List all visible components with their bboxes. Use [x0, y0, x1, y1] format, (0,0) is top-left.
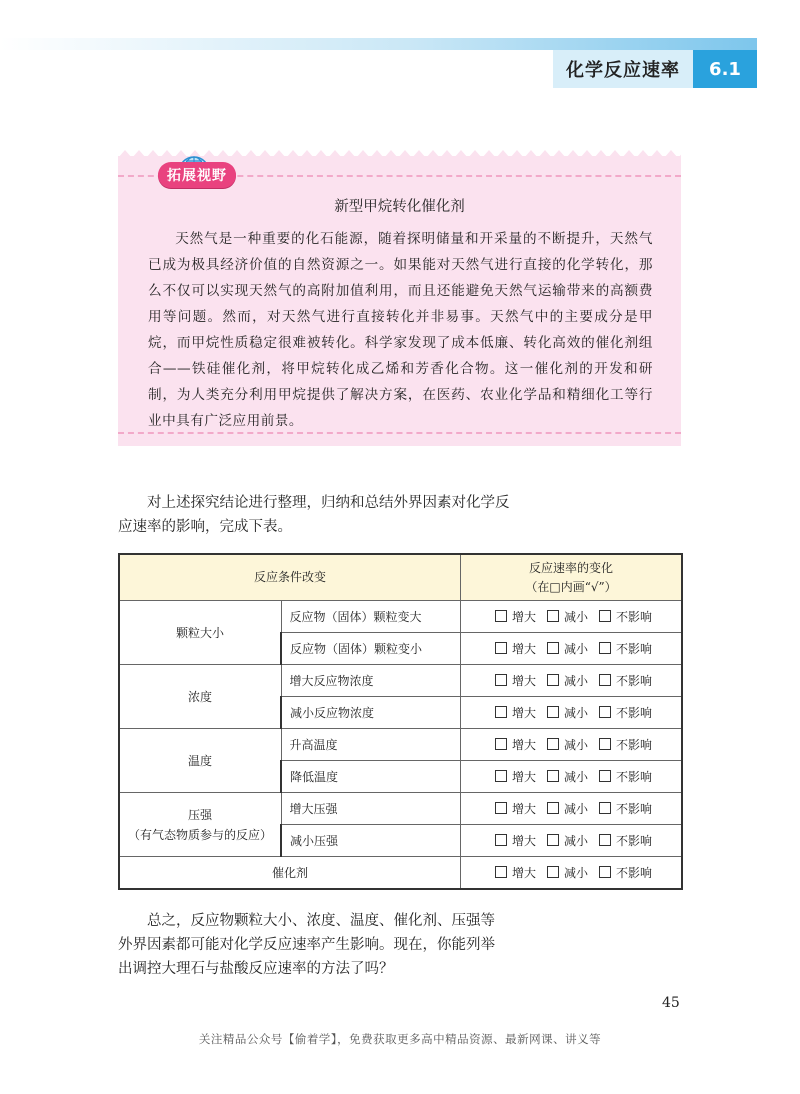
option-label: 增大 [512, 866, 537, 880]
checkbox-icon[interactable] [599, 706, 611, 718]
option-2[interactable] [599, 672, 652, 689]
option-2[interactable] [599, 608, 652, 625]
box-body-text: 天然气是一种重要的化石能源，随着探明储量和开采量的不断提升，天然气已成为极具经济价值的自然资源之一。如果能对天然气进行直接的化学转化，那么不仅可以实现天然气的高附加值利用，而且还能避免天然气运输带来的高额费用等问题。然而，对天然气进行直接转化并非易事。天然气中的主要成分是甲烷，而甲烷性质稳定很难被转化。科学家发现了成本低廉、转化高效的催化剂组合——铁硅催化剂，将甲烷转化成乙烯和芳香化合物。这一催化剂的开发和研制，为人类充分利用甲烷提供了解决方案，在医药、农业化学品和精细化工等行业中具有广泛应用前景。 [148, 231, 653, 429]
options-cell [461, 665, 683, 697]
checkbox-icon[interactable] [495, 738, 507, 750]
factor-name: 浓度 [187, 689, 212, 704]
dashed-divider-bottom [118, 432, 681, 434]
checkbox-icon[interactable] [599, 834, 611, 846]
option-label: 不影响 [616, 642, 653, 656]
checkbox-icon[interactable] [599, 642, 611, 654]
intro-paragraph: 对上述探究结论进行整理，归纳和总结外界因素对化学反应速率的影响，完成下表。 [118, 495, 510, 535]
checkbox-icon[interactable] [495, 642, 507, 654]
option-0[interactable] [495, 800, 536, 817]
checkbox-icon[interactable] [547, 866, 559, 878]
option-label: 减小 [564, 642, 589, 656]
option-1[interactable] [547, 864, 588, 881]
option-0[interactable] [495, 832, 536, 849]
option-0[interactable] [495, 768, 536, 785]
header-change [461, 554, 683, 601]
condition-cell: 反应物（固体）颗粒变小 [281, 633, 461, 665]
factor-cell [119, 665, 281, 729]
checkbox-icon[interactable] [495, 674, 507, 686]
factor-name: 压强 [187, 807, 212, 822]
factor-name: 温度 [187, 753, 212, 768]
condition-cell: 增大反应物浓度 [281, 665, 461, 697]
checkbox-icon[interactable] [547, 738, 559, 750]
option-label: 减小 [564, 706, 589, 720]
option-label: 增大 [512, 610, 537, 624]
option-1[interactable] [547, 672, 588, 689]
header-change-line1: 反应速率的变化 [528, 560, 613, 575]
option-label: 减小 [564, 802, 589, 816]
checkbox-icon[interactable] [547, 642, 559, 654]
summary-paragraph: 总之，反应物颗粒大小、浓度、温度、催化剂、压强等外界因素都可能对化学反应速率产生影响。现在，你能列举出调控大理石与盐酸反应速率的方法了吗？ [118, 913, 495, 977]
option-label: 不影响 [616, 610, 653, 624]
option-1[interactable] [547, 800, 588, 817]
option-2[interactable] [599, 736, 652, 753]
option-label: 减小 [564, 834, 589, 848]
checkbox-icon[interactable] [495, 610, 507, 622]
checkbox-icon[interactable] [599, 866, 611, 878]
table-row [119, 665, 682, 697]
options-cell [461, 793, 683, 825]
checkbox-icon[interactable] [547, 674, 559, 686]
table-row [119, 729, 682, 761]
table-header-row [119, 554, 682, 601]
checkbox-icon[interactable] [547, 610, 559, 622]
options-cell [461, 601, 683, 633]
table-row [119, 601, 682, 633]
option-label: 增大 [512, 706, 537, 720]
header-condition: 反应条件改变 [119, 554, 461, 601]
options-cell [461, 825, 683, 857]
option-label: 不影响 [616, 866, 653, 880]
catalyst-cell: 催化剂 [119, 857, 461, 890]
checkbox-icon[interactable] [599, 610, 611, 622]
option-label: 增大 [512, 770, 537, 784]
option-label: 不影响 [616, 674, 653, 688]
option-2[interactable] [599, 864, 652, 881]
factor-note: （有气态物质参与的反应） [127, 827, 272, 842]
expand-view-box [118, 156, 681, 446]
options-cell [461, 633, 683, 665]
table-row [119, 793, 682, 825]
checkbox-icon[interactable] [495, 802, 507, 814]
header-gradient-band [0, 38, 757, 50]
option-label: 不影响 [616, 706, 653, 720]
condition-cell: 增大压强 [281, 793, 461, 825]
factor-cell [119, 601, 281, 665]
option-2[interactable] [599, 640, 652, 657]
option-1[interactable] [547, 640, 588, 657]
options-cell [461, 761, 683, 793]
option-0[interactable] [495, 672, 536, 689]
option-0[interactable] [495, 640, 536, 657]
option-1[interactable] [547, 736, 588, 753]
checkbox-icon[interactable] [547, 802, 559, 814]
factor-cell [119, 793, 281, 857]
option-1[interactable] [547, 832, 588, 849]
condition-cell: 反应物（固体）颗粒变大 [281, 601, 461, 633]
option-label: 增大 [512, 674, 537, 688]
option-0[interactable] [495, 736, 536, 753]
options-cell [461, 697, 683, 729]
header-change-line2: （在□内画“√”） [525, 579, 617, 594]
option-0[interactable] [495, 608, 536, 625]
box-title: 新型甲烷转化催化剂 [334, 199, 465, 215]
option-2[interactable] [599, 800, 652, 817]
checkbox-icon[interactable] [547, 834, 559, 846]
option-1[interactable] [547, 704, 588, 721]
condition-cell: 降低温度 [281, 761, 461, 793]
option-label: 增大 [512, 738, 537, 752]
condition-cell: 升高温度 [281, 729, 461, 761]
checkbox-icon[interactable] [495, 770, 507, 782]
checkbox-icon[interactable] [599, 770, 611, 782]
option-label: 不影响 [616, 834, 653, 848]
options-cell [461, 857, 683, 890]
checkbox-icon[interactable] [495, 706, 507, 718]
page-number: 45 [662, 995, 680, 1011]
option-label: 减小 [564, 770, 589, 784]
checkbox-icon[interactable] [599, 674, 611, 686]
option-label: 不影响 [616, 802, 653, 816]
option-0[interactable] [495, 704, 536, 721]
option-0[interactable] [495, 864, 536, 881]
option-label: 增大 [512, 834, 537, 848]
expand-view-badge: 拓展视野 [158, 162, 236, 188]
condition-cell: 减小反应物浓度 [281, 697, 461, 729]
checkbox-icon[interactable] [547, 706, 559, 718]
factor-cell [119, 729, 281, 793]
factor-table [118, 553, 683, 890]
table-row-catalyst [119, 857, 682, 890]
checkbox-icon[interactable] [547, 770, 559, 782]
chapter-number: 6.1 [693, 50, 757, 88]
checkbox-icon[interactable] [599, 802, 611, 814]
option-label: 不影响 [616, 738, 653, 752]
option-label: 增大 [512, 642, 537, 656]
option-1[interactable] [547, 768, 588, 785]
footer-note: 关注精品公众号【偷着学】，免费获取更多高中精品资源、最新网课、讲义等 [198, 1032, 602, 1046]
option-label: 减小 [564, 738, 589, 752]
options-cell [461, 729, 683, 761]
chapter-title: 化学反应速率 [553, 50, 693, 88]
checkbox-icon[interactable] [599, 738, 611, 750]
checkbox-icon[interactable] [495, 866, 507, 878]
option-1[interactable] [547, 608, 588, 625]
option-2[interactable] [599, 768, 652, 785]
option-label: 减小 [564, 866, 589, 880]
option-label: 减小 [564, 610, 589, 624]
checkbox-icon[interactable] [495, 834, 507, 846]
option-label: 减小 [564, 674, 589, 688]
option-label: 不影响 [616, 770, 653, 784]
condition-cell: 减小压强 [281, 825, 461, 857]
option-label: 增大 [512, 802, 537, 816]
option-2[interactable] [599, 704, 652, 721]
option-2[interactable] [599, 832, 652, 849]
factor-name: 颗粒大小 [175, 625, 224, 640]
